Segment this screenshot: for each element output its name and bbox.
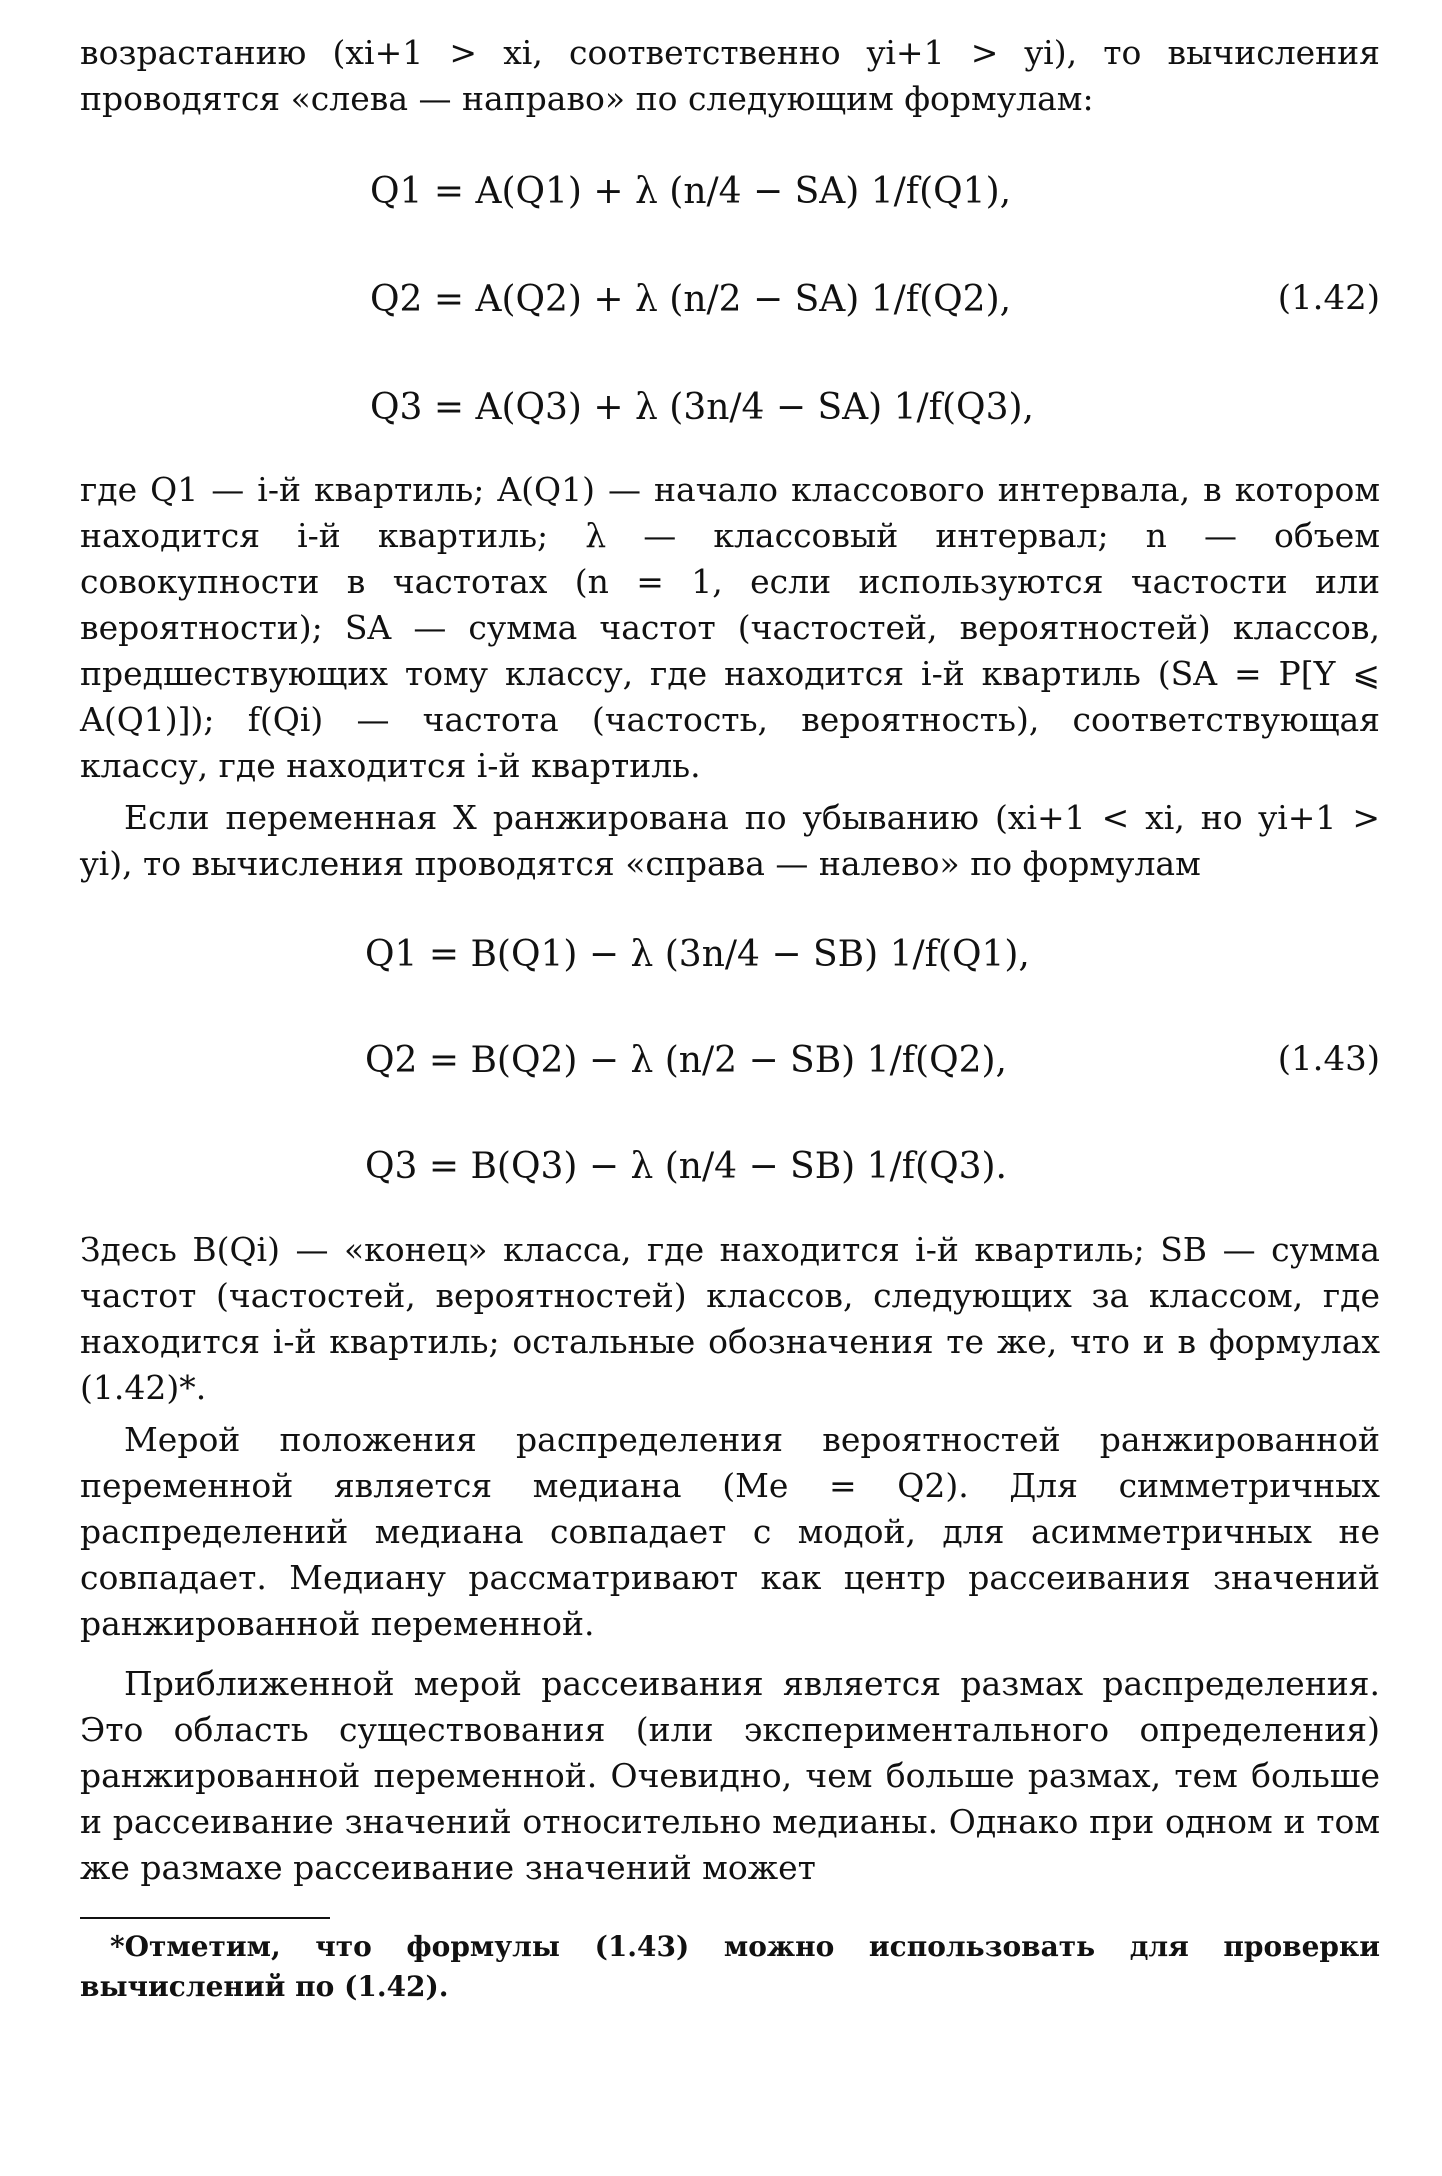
equation-q2-forward: Q2 = A(Q2) + λ (n/2 − SA) 1/f(Q2), [370,279,1012,320]
equation-q3-backward: Q3 = B(Q3) − λ (n/4 − SB) 1/f(Q3). [365,1146,1007,1187]
paragraph-here: Здесь B(Qi) — «конец» класса, где находится i-й квартиль; SB — сумма частот (частостей, вероятностей) классов, следующих за классом, где находится i-й квартиль; остальные обозначения те же, что и в формулах (1.42)*. [80,1230,1380,1407]
equation-q1-forward: Q1 = A(Q1) + λ (n/4 − SA) 1/f(Q1), [370,171,1012,212]
paragraph-definitions: где Q1 — i-й квартиль; A(Q1) — начало классового интервала, в котором находится i-й квартиль; λ — классовый интервал; n — объем совокупности в частотах (n = 1, если используются частости или вероятности); SA — сумма частот (частостей, вероятностей) классов, предшествующих тому классу, где находится i-й квартиль (SA = P[Y ⩽ A(Q1)]); f(Qi) — частота (частость, вероятность), соответствующая классу, где находится i-й квартиль. [80,470,1380,785]
equation-q2-backward: Q2 = B(Q2) − λ (n/2 − SB) 1/f(Q2), [365,1040,1007,1081]
equation-number-1-43: (1.43) [1277,1039,1380,1079]
equation-block-1-43 [80,895,1380,1225]
equation-block-1-42 [80,130,1380,465]
page [80,30,1380,2007]
paragraph-continuation: возрастанию (xi+1 > xi, соответственно yi+1 > yi), то вычисления проводятся «слева — направо» по следующим формулам: [80,33,1380,118]
equation-q1-backward: Q1 = B(Q1) − λ (3n/4 − SB) 1/f(Q1), [365,934,1030,975]
equation-number-1-42: (1.42) [1277,278,1380,318]
footnote-divider [80,1917,330,1919]
paragraph-median: Мерой положения распределения вероятностей ранжированной переменной является медиана (Me = Q2). Для симметричных распределений медиана совпадает с модой, для асимметричных не совпадает. Медиану рассматривают как центр рассеивания значений ранжированной переменной. [80,1420,1380,1643]
paragraph-range: Приближенной мерой рассеивания является размах распределения. Это область существования (или экспериментального определения) ранжированной переменной. Очевидно, чем больше размах, тем больше и рассеивание значений относительно медианы. Однако при одном и том же размахе рассеивание значений может [80,1664,1380,1887]
equation-q3-forward: Q3 = A(Q3) + λ (3n/4 − SA) 1/f(Q3), [370,387,1034,428]
footnote: *Отметим, что формулы (1.43) можно использовать для проверки вычислений по (1.42). [80,1930,1380,2003]
paragraph-descending: Если переменная X ранжирована по убыванию (xi+1 < xi, но yi+1 > yi), то вычисления проводятся «справа — налево» по формулам [80,798,1380,883]
